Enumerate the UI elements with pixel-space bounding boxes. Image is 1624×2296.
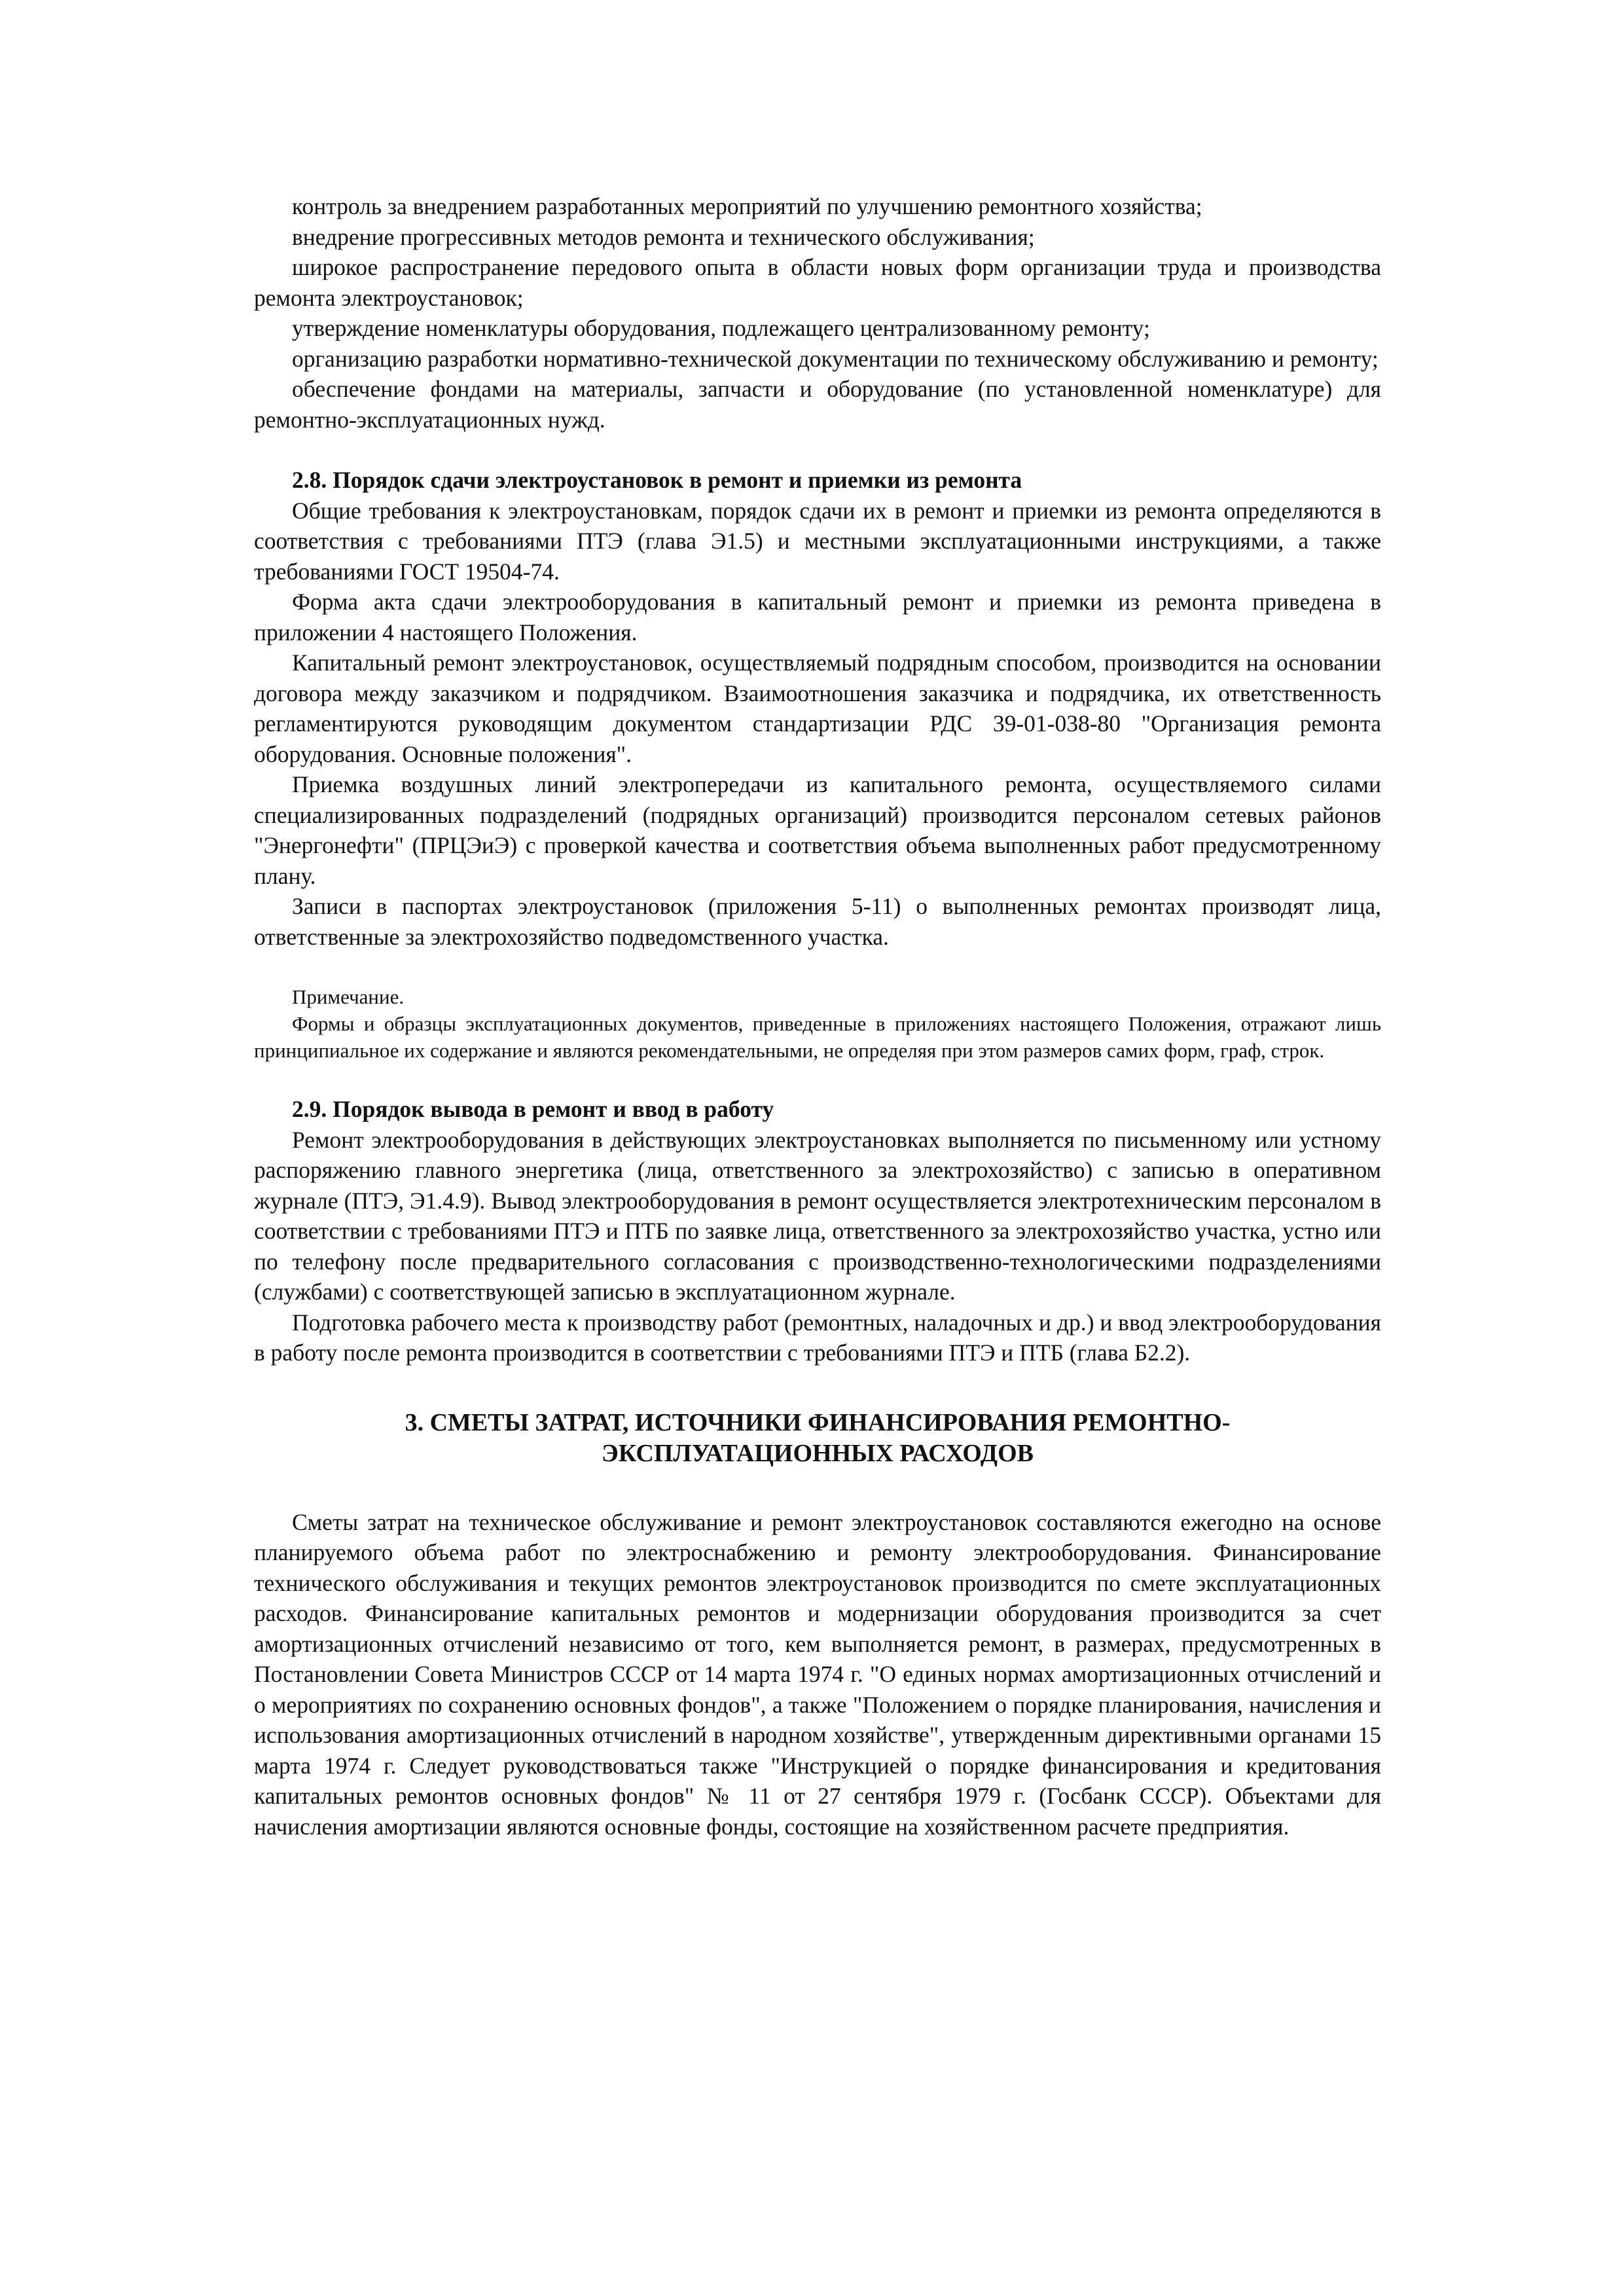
chapter-title-line: ЭКСПЛУАТАЦИОННЫХ РАСХОДОВ bbox=[602, 1439, 1034, 1467]
list-item: контроль за внедрением разработанных мероприятий по улучшению ремонтного хозяйства; bbox=[292, 193, 1202, 219]
section-heading: 2.9. Порядок вывода в ремонт и ввод в работу bbox=[292, 1096, 774, 1122]
paragraph: Подготовка рабочего места к производству работ (ремонтных, наладочных и др.) и ввод электрооборудования в работу после ремонта производится в соответствии с требованиями ПТЭ и ПТБ (глава Б2.2). bbox=[254, 1309, 1381, 1366]
note-title: Примечание. bbox=[292, 985, 405, 1008]
note-text: Формы и образцы эксплуатационных документов, приведенные в приложениях настоящего Положения, отражают лишь принципиальное их содержание и являются рекомендательными, не определяя при этом размеров самих форм, граф, строк. bbox=[254, 1012, 1381, 1062]
paragraph: Записи в паспортах электроустановок (приложения 5-11) о выполненных ремонтах производят лица, ответственные за электрохозяйство подведомственного участка. bbox=[254, 893, 1381, 950]
section-2-8 bbox=[254, 465, 1381, 952]
list-item: внедрение прогрессивных методов ремонта и технического обслуживания; bbox=[292, 223, 1035, 250]
paragraph: Приемка воздушных линий электропередачи из капитального ремонта, осуществляемого силами специализированных подразделений (подрядных организаций) производится персоналом сетевых районов "Энергонефти" (ПРЦЭиЭ) с проверкой качества и соответствия объема выполненных работ предусмотренному плану. bbox=[254, 771, 1381, 889]
paragraph: Ремонт электрооборудования в действующих электроустановках выполняется по письменному или устному распоряжению главного энергетика (лица, ответственного за электрохозяйство) с записью в оперативном журнале (ПТЭ, Э1.4.9). Вывод электрооборудования в ремонт осуществляется электротехническим персоналом в соответствии с требованиями ПТЭ и ПТБ по заявке лица, ответственного за электрохозяйство участка, устно или по телефону после предварительного согласования с производственно-технологическими подразделениями (службами) с соответствующей записью в эксплуатационном журнале. bbox=[254, 1126, 1381, 1305]
chapter-3-title bbox=[254, 1408, 1381, 1469]
list-item: утверждение номенклатуры оборудования, подлежащего централизованному ремонту; bbox=[292, 315, 1150, 341]
chapter-title-line: 3. СМЕТЫ ЗАТРАТ, ИСТОЧНИКИ ФИНАНСИРОВАНИЯ РЕМОНТНО- bbox=[405, 1408, 1231, 1436]
document-page bbox=[254, 191, 1381, 1842]
note-block bbox=[254, 983, 1381, 1064]
paragraph: Сметы затрат на техническое обслуживание и ремонт электроустановок составляются ежегодно на основе планируемого объема работ по электроснабжению и ремонту электрооборудования. Финансирование технического обслуживания и текущих ремонтов электроустановок производится по смете эксплуатационных расходов. Финансирование капитальных ремонтов и модернизации оборудования производится за счет амортизационных отчислений независимо от того, кем выполняется ремонт, в размерах, предусмотренных в Постановлении Совета Министров СССР от 14 марта 1974 г. "О единых нормах амортизационных отчислений и о мероприятиях по сохранению основных фондов", а также "Положением о порядке планирования, начисления и использования амортизационных отчислений в народном хозяйстве", утвержденным директивными органами 15 марта 1974 г. Следует руководствоваться также "Инструкцией о порядке финансирования и кредитования капитальных ремонтов основных фондов" № 11 от 27 сентября 1979 г. (Госбанк СССР). Объектами для начисления амортизации являются основные фонды, состоящие на хозяйственном расчете предприятия. bbox=[254, 1508, 1381, 1840]
section-2-9 bbox=[254, 1094, 1381, 1368]
paragraph: Форма акта сдачи электрооборудования в капитальный ремонт и приемки из ремонта приведена в приложении 4 настоящего Положения. bbox=[254, 589, 1381, 646]
list-item: организацию разработки нормативно-технической документации по техническому обслуживанию и ремонту; bbox=[292, 345, 1379, 372]
list-item: широкое распространение передового опыта в области новых форм организации труда и производства ремонта электроустановок; bbox=[254, 254, 1381, 311]
paragraph: Капитальный ремонт электроустановок, осуществляемый подрядным способом, производится на основании договора между заказчиком и подрядчиком. Взаимоотношения заказчика и подрядчика, их ответственность регламентируются руководящим документом стандартизации РДС 39-01-038-80 "Организация ремонта оборудования. Основные положения". bbox=[254, 649, 1381, 767]
list-item: обеспечение фондами на материалы, запчасти и оборудование (по установленной номенклатуре) для ремонтно-эксплуатационных нужд. bbox=[254, 376, 1381, 433]
section-heading: 2.8. Порядок сдачи электроустановок в ремонт и приемки из ремонта bbox=[292, 467, 1022, 493]
intro-list bbox=[254, 191, 1381, 435]
paragraph: Общие требования к электроустановкам, порядок сдачи их в ремонт и приемки из ремонта определяются в соответствия с требованиями ПТЭ (глава Э1.5) и местными эксплуатационными инструкциями, а также требованиями ГОСТ 19504-74. bbox=[254, 497, 1381, 585]
